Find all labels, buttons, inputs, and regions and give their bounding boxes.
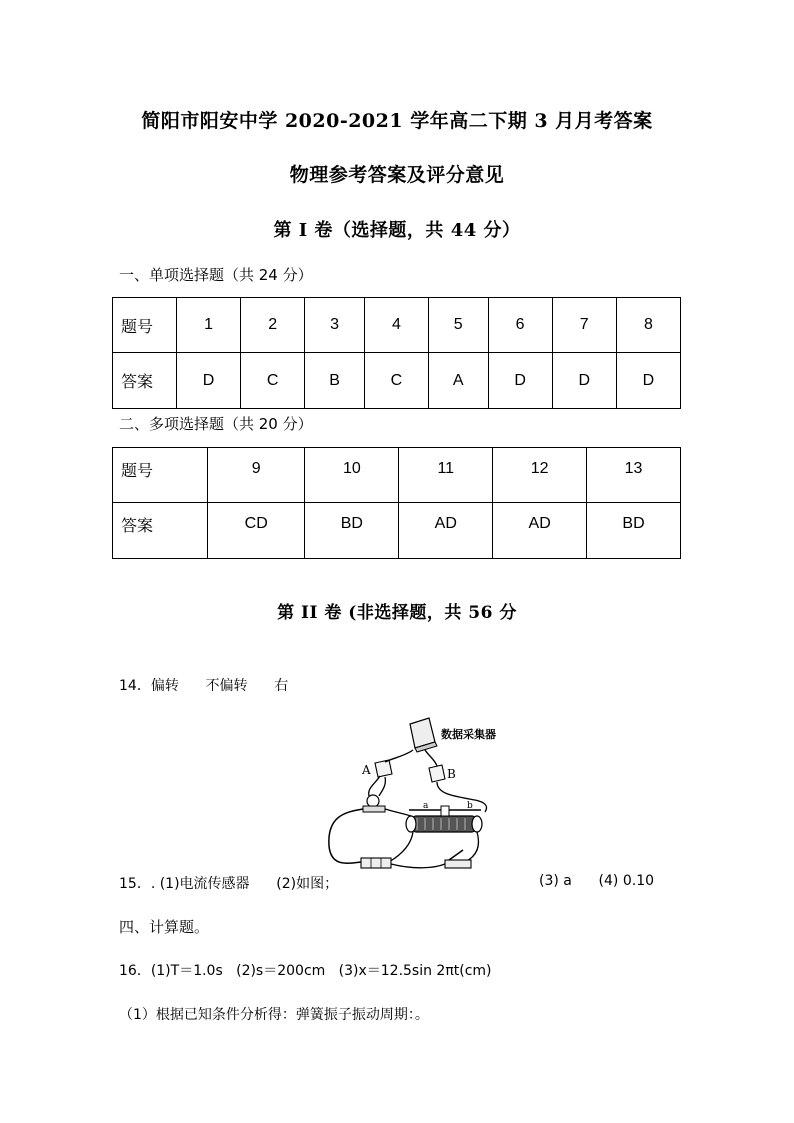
row-header-question: 题号 <box>113 298 177 353</box>
part1-heading: 第 I 卷（选择题，共 44 分） <box>273 220 521 241</box>
circuit-figure <box>325 716 515 881</box>
answer-cell: CD <box>208 503 305 559</box>
row-header-answer: 答案 <box>113 353 177 409</box>
table-row <box>113 448 681 503</box>
answer-cell: AD <box>399 503 493 559</box>
section4-label: 四、计算题。 <box>119 918 210 936</box>
question-cell: 9 <box>208 448 305 503</box>
answer-cell: D <box>177 353 241 409</box>
sensor-a-label: A <box>362 763 371 777</box>
answer-q16-explanation: （1）根据已知条件分析得：弹簧振子振动周期：。 <box>119 1007 429 1023</box>
answer-cell: D <box>616 353 680 409</box>
document-title: 简阳市阳安中学 2020-2021 学年高二下期 3 月月考答案 <box>141 110 653 132</box>
answer-cell: AD <box>493 503 587 559</box>
terminal-a-label: a <box>423 801 429 811</box>
answer-q15-part1: 15．. (1)电流传感器 (2)如图； <box>119 876 339 892</box>
question-cell: 5 <box>428 298 488 353</box>
answer-cell: BD <box>587 503 681 559</box>
multiple-choice-table <box>112 447 681 559</box>
answer-cell: D <box>552 353 616 409</box>
question-cell: 4 <box>364 298 428 353</box>
question-cell: 1 <box>177 298 241 353</box>
question-cell: 12 <box>493 448 587 503</box>
part2-heading: 第 II 卷 (非选择题，共 56 分 <box>277 603 517 623</box>
answer-cell: BD <box>305 503 399 559</box>
question-cell: 7 <box>552 298 616 353</box>
data-collector-label: 数据采集器 <box>441 728 496 741</box>
row-header-question: 题号 <box>113 448 208 503</box>
table-row <box>113 353 681 409</box>
sensor-b-icon <box>429 765 445 782</box>
question-cell: 2 <box>241 298 305 353</box>
answer-q16: 16．(1)T＝1.0s (2)s＝200cm (3)x＝12.5sin 2πt(cm) <box>119 963 492 979</box>
question-cell: 3 <box>305 298 365 353</box>
table-row <box>113 298 681 353</box>
answer-cell: C <box>364 353 428 409</box>
question-cell: 8 <box>616 298 680 353</box>
table-row <box>113 503 681 559</box>
battery-icon <box>361 858 391 868</box>
document-subtitle: 物理参考答案及评分意见 <box>289 164 505 186</box>
answer-cell: D <box>488 353 552 409</box>
section1-label: 一、单项选择题（共 24 分） <box>119 266 313 284</box>
answer-q14: 14．偏转 不偏转 右 <box>119 678 289 694</box>
question-cell: 13 <box>587 448 681 503</box>
question-cell: 6 <box>488 298 552 353</box>
answer-cell: A <box>428 353 488 409</box>
sensor-b-label: B <box>447 767 456 781</box>
question-cell: 10 <box>305 448 399 503</box>
section2-label: 二、多项选择题（共 20 分） <box>119 415 313 433</box>
switch-icon <box>445 850 471 868</box>
answer-cell: B <box>305 353 365 409</box>
question-cell: 11 <box>399 448 493 503</box>
terminal-b-label: b <box>467 801 473 811</box>
row-header-answer: 答案 <box>113 503 208 559</box>
answer-q15-part2: (3) a (4) 0.10 <box>539 873 655 889</box>
answer-cell: C <box>241 353 305 409</box>
sensor-a-icon <box>375 760 392 777</box>
single-choice-table <box>112 297 681 409</box>
bulb-icon <box>363 795 385 812</box>
data-collector-icon <box>410 718 437 752</box>
